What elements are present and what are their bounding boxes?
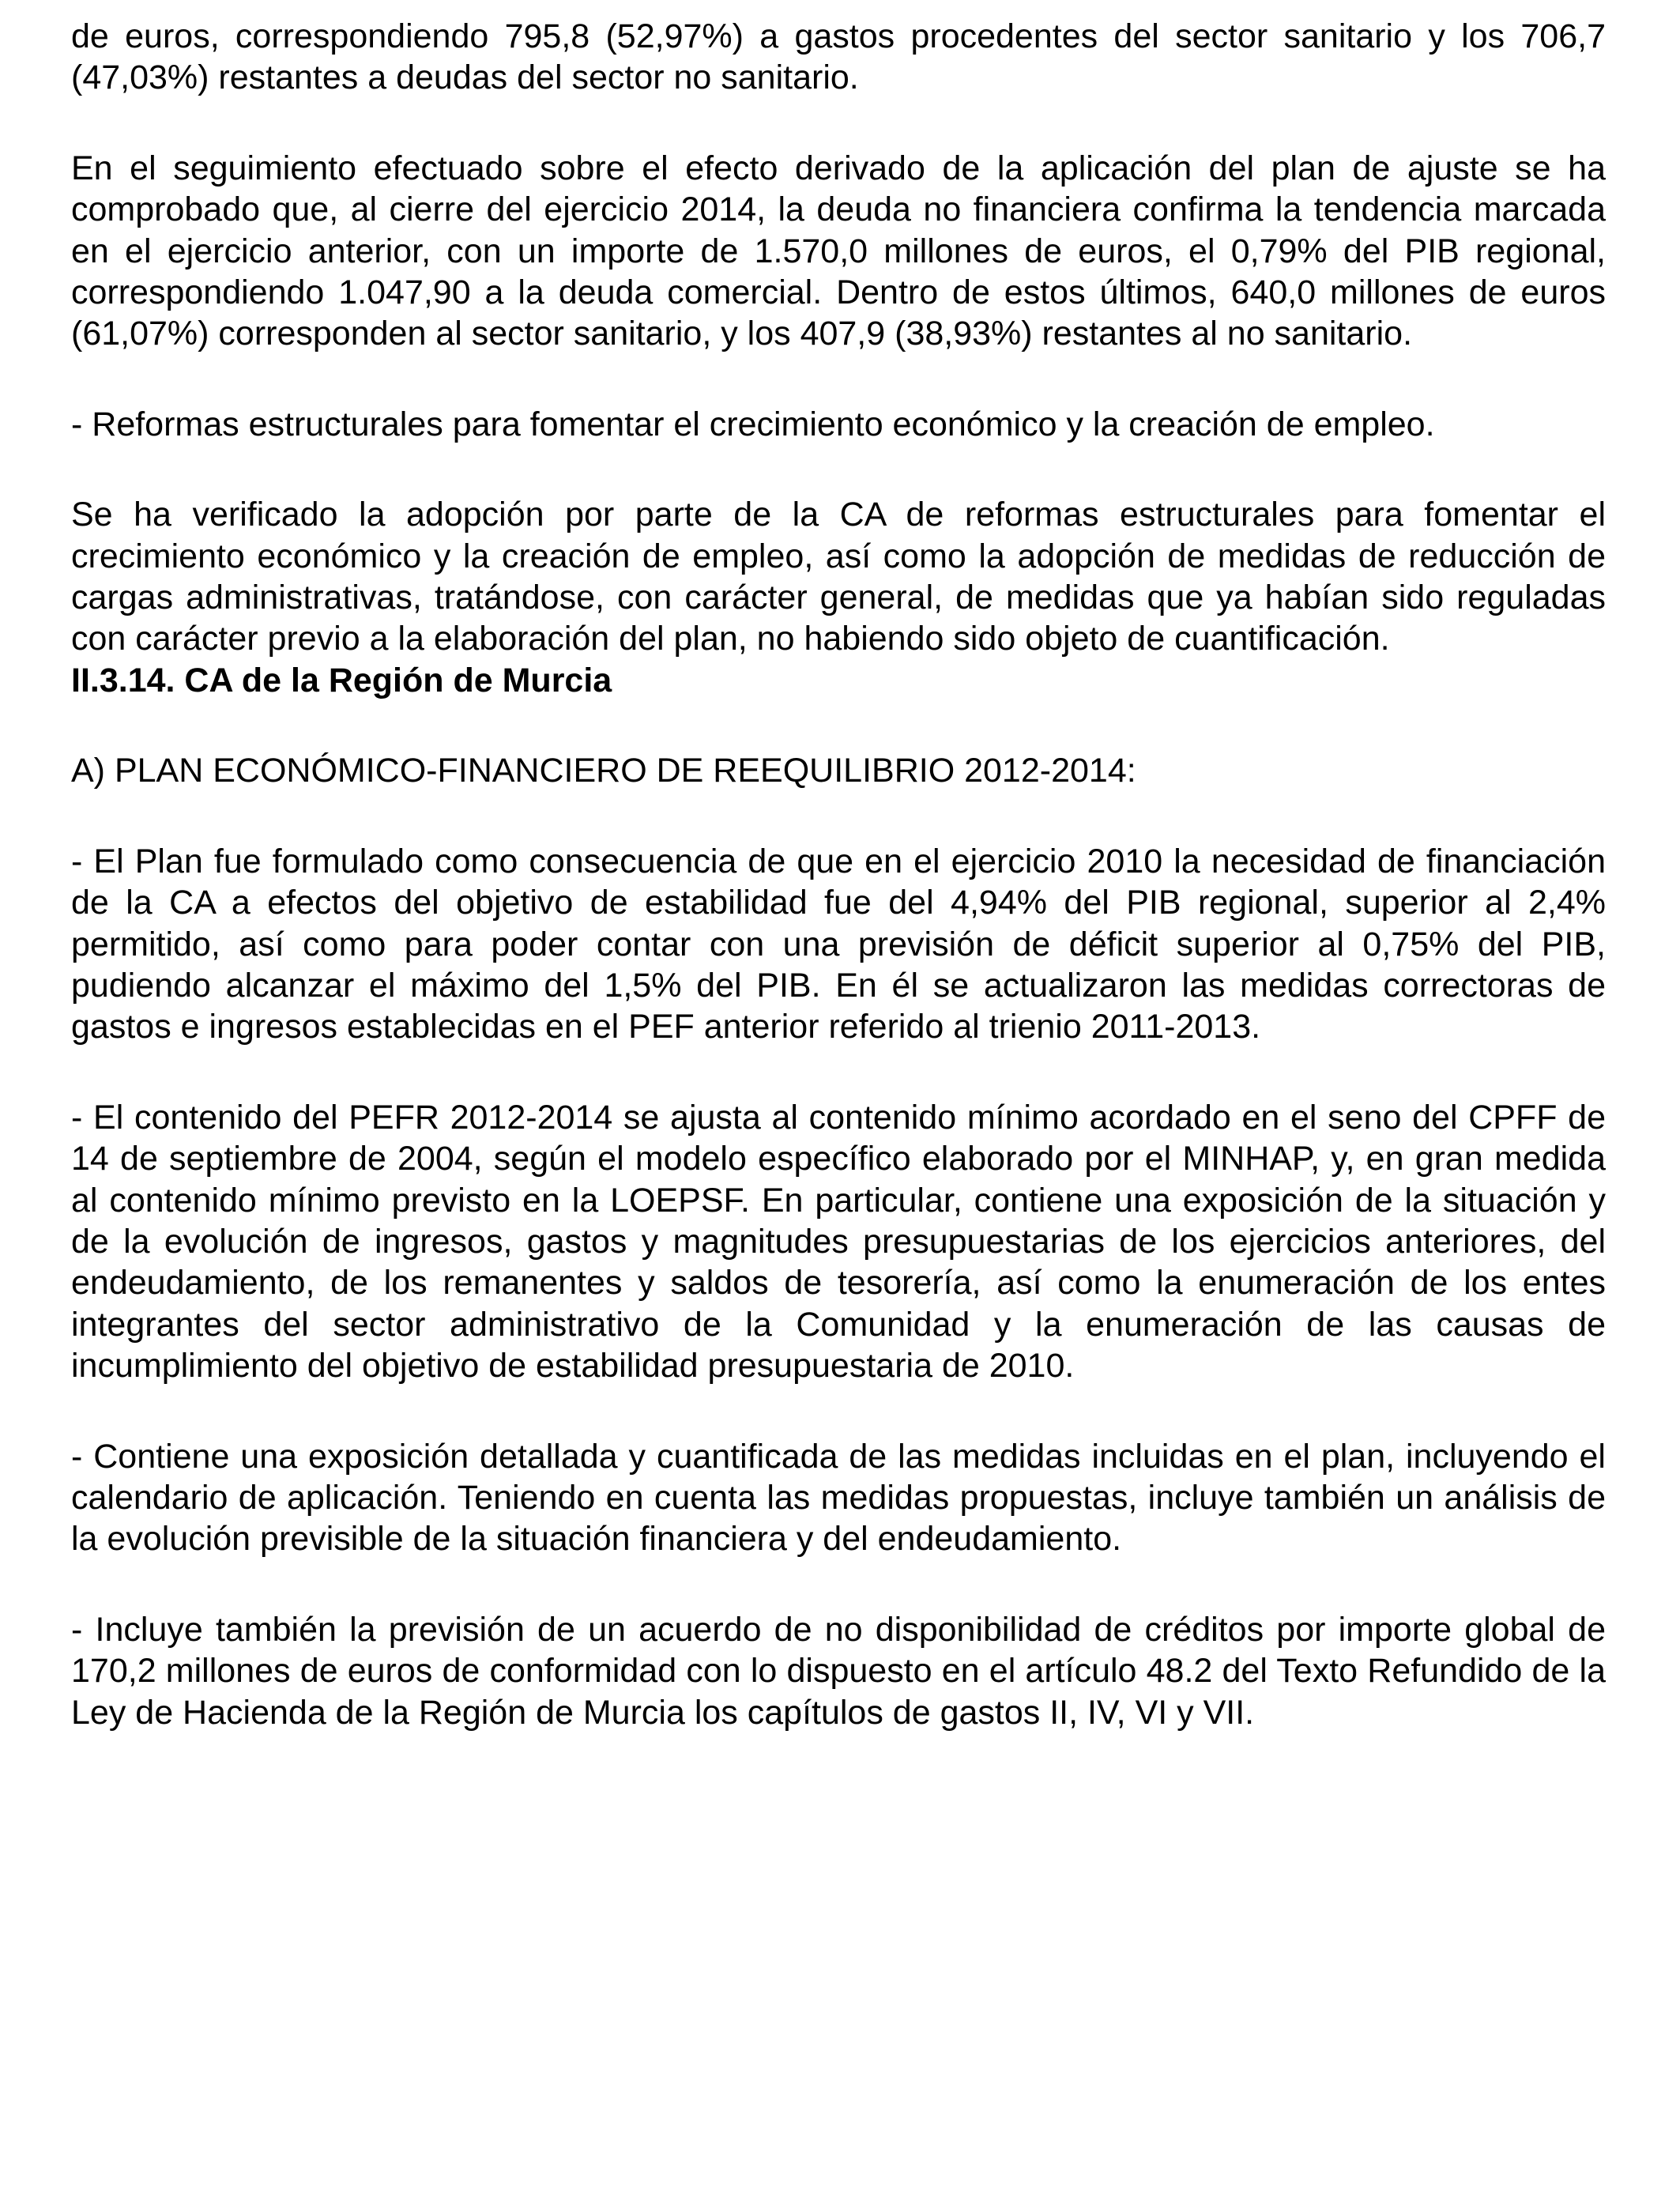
section-heading: II.3.14. CA de la Región de Murcia	[71, 661, 612, 699]
document-page	[71, 16, 1606, 1733]
paragraph-structural-reforms-item: - Reformas estructurales para fomentar el crecimiento económico y la creación de empleo.	[71, 405, 1435, 443]
paragraph-debt-split: de euros, correspondiendo 795,8 (52,97%) a gastos procedentes del sector sanitario y los 706,7 (47,03%) restantes a deudas del sector no sanitario.	[71, 17, 1606, 97]
subsection-heading: A) PLAN ECONÓMICO-FINANCIERO DE REEQUILIBRIO 2012-2014:	[71, 752, 1136, 790]
bullet-plan-content: - El contenido del PEFR 2012-2014 se ajusta al contenido mínimo acordado en el seno del CPFF de 14 de septiembre de 2004, según el modelo específico elaborado por el MINHAP, y, en gran medida al contenido mínimo previsto en la LOEPSF. En particular, contiene una exposición de la situación y de la evolución de ingresos, gastos y magnitudes presupuestarias de los ejercicios anteriores, del endeudamiento, de los remanentes y saldos de tesorería, así como la enumeración de los entes integrantes del sector administrativo de la Comunidad y la enumeración de las causas de incumplimiento del objetivo de estabilidad presupuestaria de 2010.	[71, 1098, 1606, 1385]
paragraph-structural-reforms-verification: Se ha verificado la adopción por parte de la CA de reformas estructurales para fomentar el crecimiento económico y la creación de empleo, así como la adopción de medidas de reducción de cargas administrativas, tratándose, con carácter general, de medidas que ya habían sido reguladas con carácter previo a la elaboración del plan, no habiendo sido objeto de cuantificación.	[71, 496, 1606, 658]
bullet-measures-detail: - Contiene una exposición detallada y cuantificada de las medidas incluidas en el plan, incluyendo el calendario de aplicación. Teniendo en cuenta las medidas propuestas, incluye también un análisis de la evolución previsible de la situación financiera y del endeudamiento.	[71, 1437, 1606, 1559]
bullet-plan-formulation: - El Plan fue formulado como consecuencia de que en el ejercicio 2010 la necesidad de financiación de la CA a efectos del objetivo de estabilidad fue del 4,94% del PIB regional, superior al 2,4% permitido, así como para poder contar con una previsión de déficit superior al 0,75% del PIB, pudiendo alcanzar el máximo del 1,5% del PIB. En él se actualizaron las medidas correctoras de gastos e ingresos establecidas en el PEF anterior referido al trienio 2011-2013.	[71, 842, 1606, 1046]
bullet-credit-non-availability: - Incluye también la previsión de un acuerdo de no disponibilidad de créditos por importe global de 170,2 millones de euros de conformidad con lo dispuesto en el artículo 48.2 del Texto Refundido de la Ley de Hacienda de la Región de Murcia los capítulos de gastos II, IV, VI y VII.	[71, 1610, 1606, 1732]
paragraph-adjustment-plan-follow-up: En el seguimiento efectuado sobre el efecto derivado de la aplicación del plan de ajuste se ha comprobado que, al cierre del ejercicio 2014, la deuda no financiera confirma la tendencia marcada en el ejercicio anterior, con un importe de 1.570,0 millones de euros, el 0,79% del PIB regional, correspondiendo 1.047,90 a la deuda comercial. Dentro de estos últimos, 640,0 millones de euros (61,07%) corresponden al sector sanitario, y los 407,9 (38,93%) restantes al no sanitario.	[71, 149, 1606, 353]
